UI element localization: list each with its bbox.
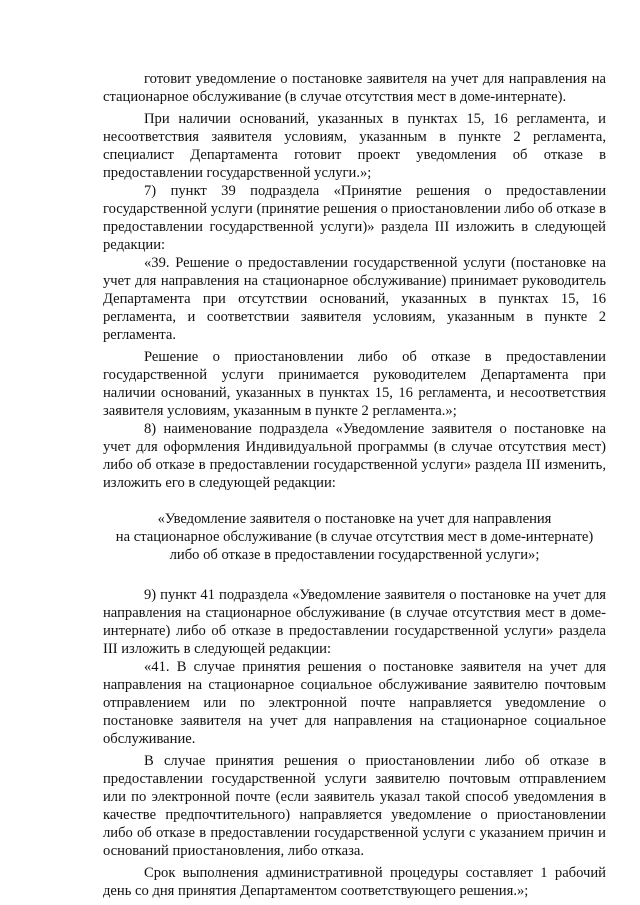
paragraph: 9) пункт 41 подраздела «Уведомление заявителя о постановке на учет для направления на стационарное обслуживание (в случае отсутствия мест в доме-интернате) либо об отказе в предоставлении государственной услуги» раздела III изложить в следующей редакции:: [103, 587, 606, 657]
subsection-title-line: «Уведомление заявителя о постановке на учет для направления: [157, 511, 552, 527]
paragraph: 8) наименование подраздела «Уведомление заявителя о постановке на учет для оформления Индивидуальной программы (в случае отсутствия мест) либо об отказе в предоставлении государственной услуги» раздела III изменить, изложить его в следующей редакции:: [103, 421, 606, 491]
subsection-title: [103, 510, 606, 564]
paragraph: «41. В случае принятия решения о постановке заявителя на учет для направления на стационарное социальное обслуживание заявителю почтовым отправлением или по электронной почте направляется уведомление о постановке заявителя на учет для направления на стационарное социальное обслуживание.: [103, 659, 606, 747]
document-body: [103, 70, 606, 900]
paragraph: «39. Решение о предоставлении государственной услуги (постановке на учет для направления на стационарное обслуживание) принимает руководитель Департамента при отсутствии оснований, указанных в пунктах 15, 16 регламента, и соответствии заявителя условиям, указанным в пункте 2 регламента.: [103, 255, 606, 343]
paragraph: При наличии оснований, указанных в пунктах 15, 16 регламента, и несоответствия заявителя условиям, указанным в пункте 2 регламента, специалист Департамента готовит проект уведомления об отказе в предоставлении государственной услуги.»;: [103, 111, 606, 181]
paragraph: готовит уведомление о постановке заявителя на учет для направления на стационарное обслуживание (в случае отсутствия мест в доме-интернате).: [103, 71, 606, 105]
paragraph: В случае принятия решения о приостановлении либо об отказе в предоставлении государственной услуги заявителю почтовым отправлением или по электронной почте (если заявитель указал такой способ уведомления в качестве предпочтительного) направляется уведомление о приостановлении либо об отказе в предоставлении государственной услуги с указанием причин и оснований приостановления, либо отказа.: [103, 753, 606, 859]
paragraph: Срок выполнения административной процедуры составляет 1 рабочий день со дня принятия Департаментом соответствующего решения.»;: [103, 865, 606, 899]
paragraph: Решение о приостановлении либо об отказе в предоставлении государственной услуги принимается руководителем Департамента при наличии оснований, указанных в пунктах 15, 16 регламента, и несоответствия заявителя условиям, указанным в пункте 2 регламента.»;: [103, 349, 606, 419]
subsection-title-line: либо об отказе в предоставлении государственной услуги»;: [169, 547, 540, 563]
paragraph: 7) пункт 39 подраздела «Принятие решения о предоставлении государственной услуги (принятие решения о приостановлении либо об отказе в предоставлении государственной услуги)» раздела III изложить в следующей редакции:: [103, 183, 606, 253]
subsection-title-line: на стационарное обслуживание (в случае отсутствия мест в доме-интернате): [115, 529, 594, 545]
